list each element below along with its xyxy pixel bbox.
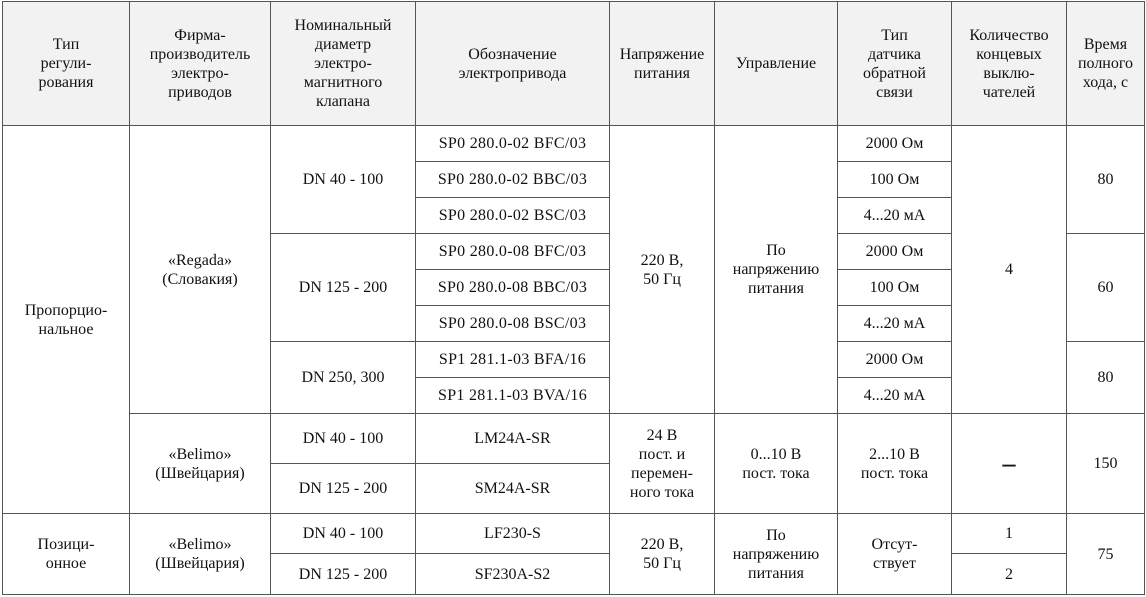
dn-cell: DN 40 - 100	[271, 414, 416, 464]
time-cell: 80	[1067, 126, 1145, 234]
header-supply-voltage: Напряжение питания	[610, 2, 715, 126]
model-cell: SF230A-S2	[416, 554, 610, 595]
sensor-cell: 2000 Ом	[838, 342, 952, 378]
switches-cell: 1	[952, 514, 1067, 554]
switches-regada: 4	[952, 126, 1067, 414]
table-row	[3, 514, 1145, 554]
model-cell: LM24A-SR	[416, 414, 610, 464]
switches-belimo: –	[952, 414, 1067, 514]
sensor-cell: 2000 Ом	[838, 126, 952, 162]
time-cell: 60	[1067, 234, 1145, 342]
manufacturer-regada: «Regada» (Словакия)	[130, 126, 271, 414]
time-cell: 80	[1067, 342, 1145, 414]
dn-cell: DN 125 - 200	[271, 234, 416, 342]
header-feedback-sensor: Тип датчика обратной связи	[838, 2, 952, 126]
voltage-regada: 220 В, 50 Гц	[610, 126, 715, 414]
table-row	[3, 414, 1145, 464]
model-cell: SP0 280.0-08 BSC/03	[416, 306, 610, 342]
header-regulation-type: Тип регули- рования	[3, 2, 130, 126]
header-full-stroke-time: Время полного хода, с	[1067, 2, 1145, 126]
time-positional: 75	[1067, 514, 1145, 595]
switches-cell: 2	[952, 554, 1067, 595]
model-cell: SP0 280.0-02 BSC/03	[416, 198, 610, 234]
manufacturer-belimo: «Belimo» (Швейцария)	[130, 414, 271, 514]
regulation-type-proportional: Пропорцио- нальное	[3, 126, 130, 514]
voltage-belimo: 24 В пост. и перемен- ного тока	[610, 414, 715, 514]
sensor-cell: 100 Ом	[838, 162, 952, 198]
table-row	[3, 126, 1145, 162]
sensor-cell: 4...20 мА	[838, 198, 952, 234]
model-cell: SP1 281.1-03 BVA/16	[416, 378, 610, 414]
actuator-table	[2, 1, 1145, 595]
header-nominal-diameter: Номинальный диаметр электро- магнитного клапана	[271, 2, 416, 126]
header-row	[3, 2, 1145, 126]
model-cell: SP0 280.0-02 BFC/03	[416, 126, 610, 162]
dn-cell: DN 40 - 100	[271, 514, 416, 554]
dn-cell: DN 40 - 100	[271, 126, 416, 234]
time-belimo: 150	[1067, 414, 1145, 514]
model-cell: SP1 281.1-03 BFA/16	[416, 342, 610, 378]
sensor-positional: Отсут- ствует	[838, 514, 952, 595]
model-cell: SP0 280.0-02 BBC/03	[416, 162, 610, 198]
dn-cell: DN 125 - 200	[271, 464, 416, 514]
regulation-type-positional: Позици- онное	[3, 514, 130, 595]
header-manufacturer: Фирма- производитель электро- приводов	[130, 2, 271, 126]
header-control: Управление	[715, 2, 838, 126]
dn-cell: DN 250, 300	[271, 342, 416, 414]
sensor-cell: 100 Ом	[838, 270, 952, 306]
sensor-cell: 2000 Ом	[838, 234, 952, 270]
control-belimo: 0...10 В пост. тока	[715, 414, 838, 514]
manufacturer-belimo-positional: «Belimo» (Швейцария)	[130, 514, 271, 595]
model-cell: LF230-S	[416, 514, 610, 554]
model-cell: SP0 280.0-08 BBC/03	[416, 270, 610, 306]
control-regada: По напряжению питания	[715, 126, 838, 414]
header-limit-switches: Количество концевых выклю- чателей	[952, 2, 1067, 126]
control-positional: По напряжению питания	[715, 514, 838, 595]
sensor-cell: 4...20 мА	[838, 378, 952, 414]
sensor-cell: 4...20 мА	[838, 306, 952, 342]
dn-cell: DN 125 - 200	[271, 554, 416, 595]
model-cell: SM24A-SR	[416, 464, 610, 514]
header-actuator-designation: Обозначение электропривода	[416, 2, 610, 126]
voltage-positional: 220 В, 50 Гц	[610, 514, 715, 595]
model-cell: SP0 280.0-08 BFC/03	[416, 234, 610, 270]
sensor-belimo: 2...10 В пост. тока	[838, 414, 952, 514]
